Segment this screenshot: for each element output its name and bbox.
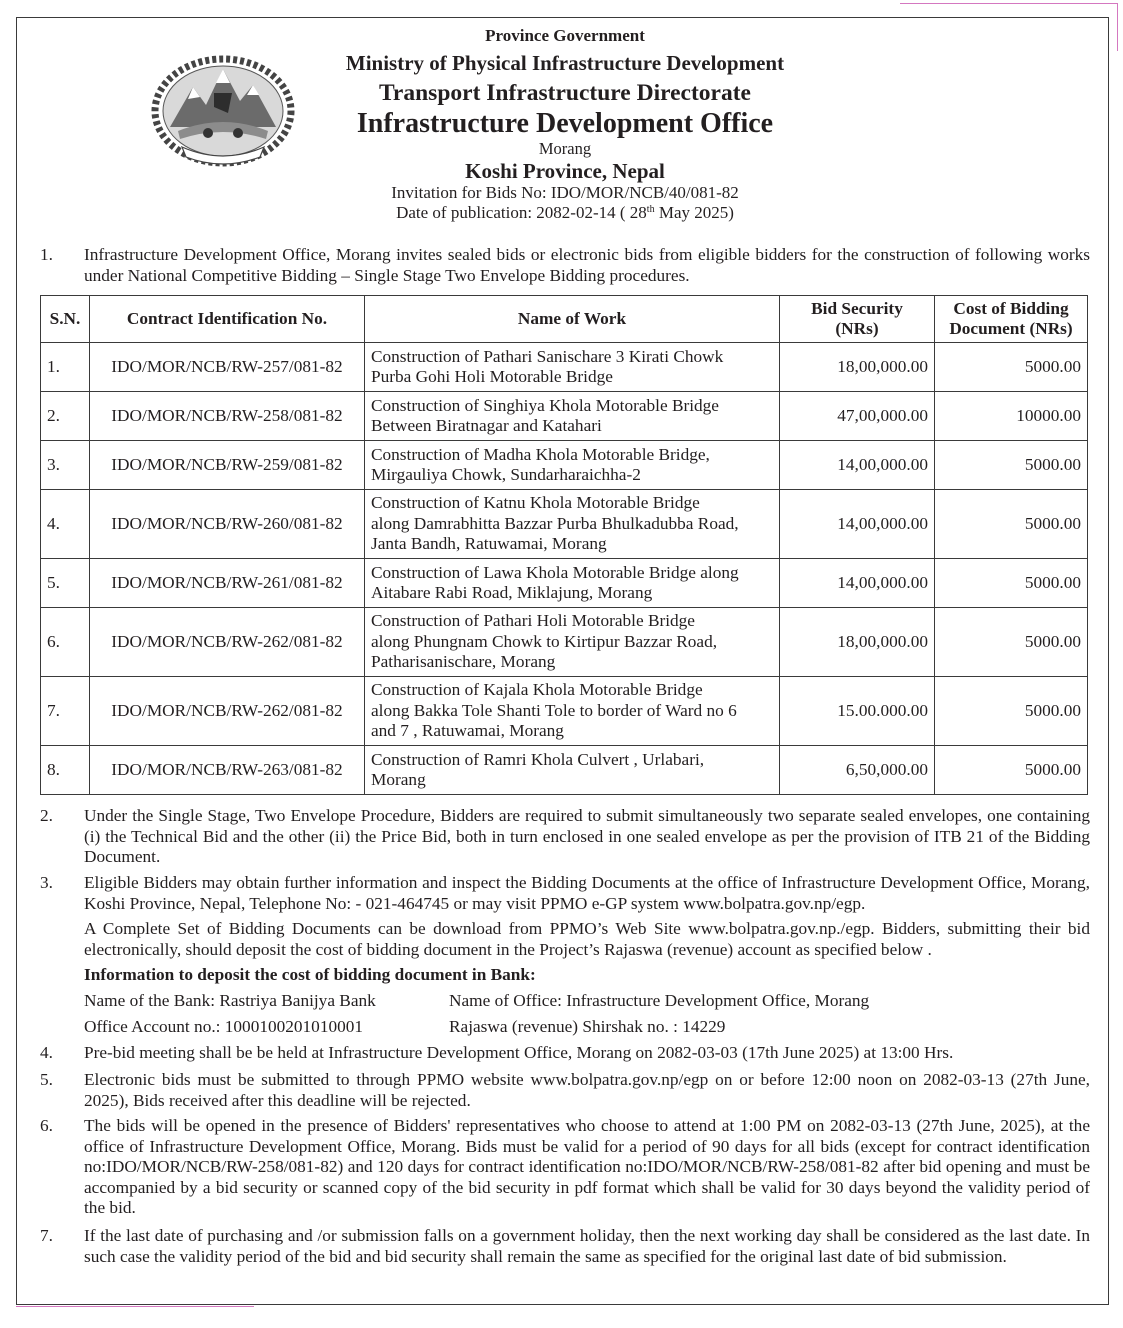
row-name-line: Construction of Katnu Khola Motorable Bridge bbox=[371, 493, 700, 513]
row-name-of-work bbox=[365, 490, 780, 559]
paragraph-3-number: 3. bbox=[40, 873, 53, 892]
office-title: Infrastructure Development Office bbox=[356, 108, 774, 139]
row-cost-document: 5000.00 bbox=[935, 559, 1088, 608]
paragraph-3-text: Eligible Bidders may obtain further information and inspect the Bidding Documents at the office of Infrastructure Development Office, Morang, Koshi Province, Nepal, Telephone No: - 021-464745 or may visit PPMO e-GP system www.bolpatra.gov.np/egp. bbox=[84, 873, 1090, 913]
row-contract-id: IDO/MOR/NCB/RW-263/081-82 bbox=[90, 746, 365, 795]
row-sn: 2. bbox=[41, 392, 90, 441]
row-cost-document: 5000.00 bbox=[935, 677, 1088, 746]
table-row bbox=[41, 392, 1088, 441]
invitation-number: Invitation for Bids No: IDO/MOR/NCB/40/081-82 bbox=[391, 183, 739, 202]
paragraph-2 bbox=[40, 806, 1090, 868]
row-contract-id: IDO/MOR/NCB/RW-258/081-82 bbox=[90, 392, 365, 441]
row-cost-document: 5000.00 bbox=[935, 490, 1088, 559]
row-cost-document: 5000.00 bbox=[935, 746, 1088, 795]
paragraph-5 bbox=[40, 1070, 1090, 1111]
intro-paragraph bbox=[40, 245, 1090, 286]
row-name-line: Construction of Pathari Holi Motorable Bridge bbox=[371, 611, 695, 631]
ministry-title: Ministry of Physical Infrastructure Development bbox=[345, 51, 785, 75]
row-sn: 7. bbox=[41, 677, 90, 746]
table-row bbox=[41, 746, 1088, 795]
paragraph-6-text: The bids will be opened in the presence of Bidders' representatives who choose to attend at 1:00 PM on 2082-03-13 (27th June, 2025), at the office of Infrastructure Development Office, Morang. Bids must be valid for a period of 90 days for all bids (except for contract identification no:IDO/MOR/NCB/RW-258/081-82) and 120 days for contract identification no:IDO/MOR/NCB/RW-258/081-82 after bid opening and must be accompanied by a bid security or scanned copy of the bid security in pdf format which shall be valid for 30 days beyond the validity period of the bid. bbox=[84, 1116, 1090, 1217]
paragraph-4-text: Pre-bid meeting shall be be held at Infrastructure Development Office, Morang on 2082-03-03 (17th June 2025) at 13:00 Hrs. bbox=[84, 1043, 954, 1062]
row-contract-id: IDO/MOR/NCB/RW-260/081-82 bbox=[90, 490, 365, 559]
row-bid-security: 14,00,000.00 bbox=[780, 559, 935, 608]
crop-mark-top bbox=[900, 3, 1118, 4]
row-name-line: Construction of Singhiya Khola Motorable Bridge bbox=[371, 395, 719, 415]
row-name-line: Mirgauliya Chowk, Sundarharaichha-2 bbox=[371, 465, 641, 484]
row-cost-document: 5000.00 bbox=[935, 343, 1088, 392]
row-name-line: Janta Bandh, Ratuwamai, Morang bbox=[371, 534, 607, 554]
paragraph-3 bbox=[40, 873, 1090, 914]
row-name-of-work bbox=[365, 559, 780, 608]
bank-heading-block bbox=[40, 965, 1090, 986]
row-bid-security: 47,00,000.00 bbox=[780, 392, 935, 441]
row-cost-document: 5000.00 bbox=[935, 441, 1088, 490]
row-contract-id: IDO/MOR/NCB/RW-257/081-82 bbox=[90, 343, 365, 392]
row-sn: 6. bbox=[41, 608, 90, 677]
header-contract-id: Contract Identification No. bbox=[90, 296, 365, 343]
row-cost-document: 5000.00 bbox=[935, 608, 1088, 677]
paragraph-7-text: If the last date of purchasing and /or submission falls on a government holiday, then the next working day shall be considered as the last date. In such case the validity period of the bid and bid security shall remain the same as specified for the original last date of bid submission. bbox=[84, 1226, 1090, 1266]
row-bid-security: 18,00,000.00 bbox=[780, 608, 935, 677]
row-name-of-work bbox=[365, 608, 780, 677]
paragraph-2-text: Under the Single Stage, Two Envelope Procedure, Bidders are required to submit simultaneously two separate sealed envelopes, one containing (i) the Technical Bid and the other (ii) the Price Bid, both in turn enclosed in one sealed envelope as per the provision of ITB 21 of the Bidding Document. bbox=[84, 806, 1090, 866]
table-row bbox=[41, 441, 1088, 490]
row-name-of-work bbox=[365, 392, 780, 441]
intro-number: 1. bbox=[40, 245, 53, 264]
nepal-emblem-icon bbox=[148, 47, 298, 169]
directorate-title: Transport Infrastructure Directorate bbox=[379, 80, 751, 106]
intro-text: Infrastructure Development Office, Morang invites sealed bids or electronic bids from eligible bidders for the construction of following works under National Competitive Bidding – Single Stage Two Envelope Bidding procedures. bbox=[84, 245, 1090, 285]
row-contract-id: IDO/MOR/NCB/RW-262/081-82 bbox=[90, 677, 365, 746]
row-name-line: Purba Gohi Holi Motorable Bridge bbox=[371, 367, 613, 386]
row-sn: 4. bbox=[41, 490, 90, 559]
paragraph-3-continued bbox=[40, 919, 1090, 960]
row-sn: 3. bbox=[41, 441, 90, 490]
row-name-line: Construction of Kajala Khola Motorable Bridge bbox=[371, 680, 703, 700]
paragraph-7 bbox=[40, 1226, 1090, 1267]
row-sn: 8. bbox=[41, 746, 90, 795]
paragraph-4-number: 4. bbox=[40, 1043, 53, 1062]
table-row bbox=[41, 490, 1088, 559]
paragraph-7-number: 7. bbox=[40, 1226, 53, 1245]
row-name-of-work bbox=[365, 441, 780, 490]
row-name-of-work bbox=[365, 677, 780, 746]
row-bid-security: 14,00,000.00 bbox=[780, 490, 935, 559]
row-contract-id: IDO/MOR/NCB/RW-261/081-82 bbox=[90, 559, 365, 608]
row-contract-id: IDO/MOR/NCB/RW-262/081-82 bbox=[90, 608, 365, 677]
row-bid-security: 14,00,000.00 bbox=[780, 441, 935, 490]
header-name-of-work: Name of Work bbox=[365, 296, 780, 343]
paragraph-2-number: 2. bbox=[40, 806, 53, 825]
row-bid-security: 6,50,000.00 bbox=[780, 746, 935, 795]
row-sn: 1. bbox=[41, 343, 90, 392]
header-sn: S.N. bbox=[41, 296, 90, 343]
bank-name: Name of the Bank: Rastriya Banijya Bank bbox=[84, 991, 376, 1010]
office-account: Office Account no.: 1000100201010001 bbox=[84, 1017, 364, 1036]
province-government: Province Government bbox=[485, 26, 645, 45]
header-bid-security: Bid Security (NRs) bbox=[780, 296, 935, 343]
row-name-line: and 7 , Ratuwamai, Morang bbox=[371, 721, 564, 741]
publication-date: Date of publication: 2082-02-14 ( 28th May 2025) bbox=[396, 203, 734, 222]
row-name-line: along Damrabhitta Bazzar Purba Bhulkadubba Road, bbox=[371, 513, 739, 533]
paragraph-6 bbox=[40, 1116, 1090, 1219]
row-name-line: Construction of Madha Khola Motorable Bridge, bbox=[371, 444, 710, 464]
row-name-of-work bbox=[365, 343, 780, 392]
bank-heading: Information to deposit the cost of bidding document in Bank: bbox=[84, 965, 536, 984]
header-cost-document: Cost of Bidding Document (NRs) bbox=[935, 296, 1088, 343]
row-cost-document: 10000.00 bbox=[935, 392, 1088, 441]
row-name-line: along Bakka Tole Shanti Tole to border of Ward no 6 bbox=[371, 700, 737, 720]
paragraph-3-download-text: A Complete Set of Bidding Documents can be download from PPMO’s Web Site www.bolpatra.gov.np./egp. Bidders, submitting their bid electronically, should deposit the cost of bidding document in the Project’s Rajaswa (revenue) account as specified below . bbox=[84, 919, 1090, 959]
row-name-line: Construction of Ramri Khola Culvert , Urlabari, bbox=[371, 749, 705, 769]
row-name-line: along Phungnam Chowk to Kirtipur Bazzar Road, bbox=[371, 631, 718, 651]
crop-mark-right bbox=[1117, 3, 1118, 51]
row-name-line: Patharisanischare, Morang bbox=[371, 652, 556, 672]
row-bid-security: 15.00.000.00 bbox=[780, 677, 935, 746]
row-name-line: Construction of Pathari Sanischare 3 Kirati Chowk bbox=[371, 346, 724, 366]
row-name-line: Between Biratnagar and Katahari bbox=[371, 416, 602, 435]
row-name-line: Aitabare Rabi Road, Miklajung, Morang bbox=[371, 583, 653, 602]
paragraph-4 bbox=[40, 1043, 1090, 1064]
paragraph-5-number: 5. bbox=[40, 1070, 53, 1089]
office-name: Name of Office: Infrastructure Development Office, Morang bbox=[449, 991, 870, 1010]
paragraph-6-number: 6. bbox=[40, 1116, 53, 1135]
row-sn: 5. bbox=[41, 559, 90, 608]
row-name-line: Construction of Lawa Khola Motorable Bridge along bbox=[371, 562, 739, 582]
table-row bbox=[41, 608, 1088, 677]
crop-mark-bottom bbox=[16, 1306, 254, 1307]
paragraph-5-text: Electronic bids must be submitted to through PPMO website www.bolpatra.gov.np/egp on or before 12:00 noon on 2082-03-13 (27th June, 2025), Bids received after this deadline will be rejected. bbox=[84, 1070, 1090, 1110]
row-name-line: Morang bbox=[371, 770, 426, 789]
table-row bbox=[41, 559, 1088, 608]
rajaswa-shirshak: Rajaswa (revenue) Shirshak no. : 14229 bbox=[449, 1017, 726, 1036]
province-name: Koshi Province, Nepal bbox=[465, 159, 665, 183]
table-row bbox=[41, 677, 1088, 746]
row-name-of-work bbox=[365, 746, 780, 795]
row-bid-security: 18,00,000.00 bbox=[780, 343, 935, 392]
table-header-row bbox=[41, 296, 1088, 343]
district-name: Morang bbox=[538, 139, 592, 158]
bids-table bbox=[40, 295, 1088, 795]
table-row bbox=[41, 343, 1088, 392]
row-contract-id: IDO/MOR/NCB/RW-259/081-82 bbox=[90, 441, 365, 490]
